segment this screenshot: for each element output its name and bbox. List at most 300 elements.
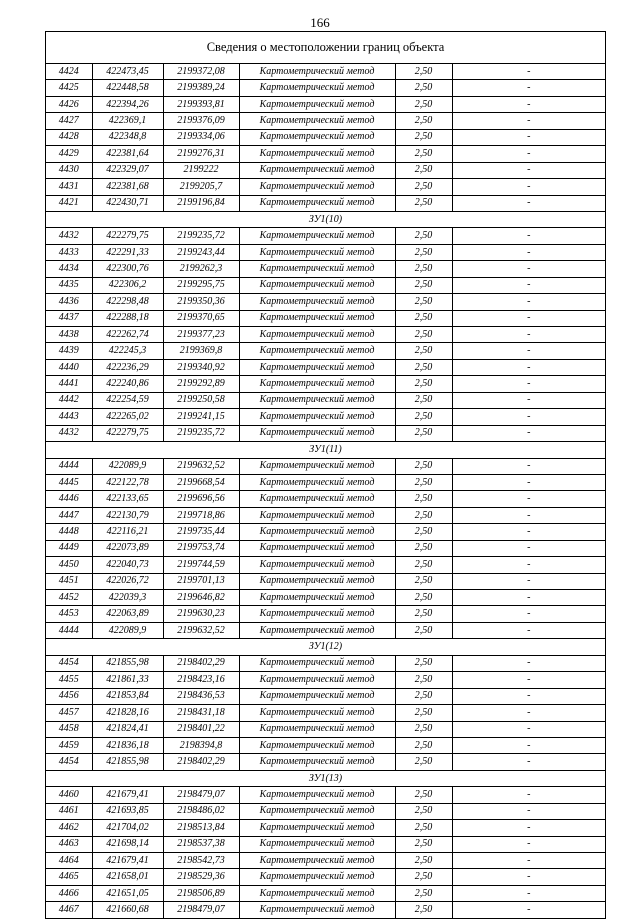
point-number-cell: 4453 [46,606,92,622]
description-cell: - [452,162,605,178]
description-cell: - [452,540,605,556]
y-coordinate-cell: 2199646,82 [163,590,239,606]
x-coordinate-cell: 421651,05 [92,885,163,901]
point-number-cell: 4435 [46,277,92,293]
y-coordinate-cell: 2199235,72 [163,228,239,244]
method-cell: Картометрический метод [239,622,395,638]
accuracy-cell: 2,50 [395,754,452,770]
accuracy-cell: 2,50 [395,294,452,310]
table-row [46,64,605,80]
table-row [46,507,605,523]
accuracy-cell: 2,50 [395,820,452,836]
method-cell: Картометрический метод [239,737,395,753]
table-row [46,96,605,112]
table-row [46,113,605,129]
parcel-group-row [46,639,605,655]
accuracy-cell: 2,50 [395,672,452,688]
table-row [46,754,605,770]
y-coordinate-cell: 2199632,52 [163,622,239,638]
accuracy-cell: 2,50 [395,261,452,277]
accuracy-cell: 2,50 [395,277,452,293]
x-coordinate-cell: 422073,89 [92,540,163,556]
table-row [46,869,605,885]
y-coordinate-cell: 2199235,72 [163,425,239,441]
accuracy-cell: 2,50 [395,310,452,326]
method-cell: Картометрический метод [239,409,395,425]
method-cell: Картометрический метод [239,244,395,260]
description-cell: - [452,376,605,392]
point-number-cell: 4444 [46,622,92,638]
x-coordinate-cell: 422245,3 [92,343,163,359]
table-row [46,261,605,277]
description-cell: - [452,787,605,803]
y-coordinate-cell: 2198479,07 [163,787,239,803]
y-coordinate-cell: 2199735,44 [163,524,239,540]
accuracy-cell: 2,50 [395,721,452,737]
accuracy-cell: 2,50 [395,146,452,162]
method-cell: Картометрический метод [239,359,395,375]
accuracy-cell: 2,50 [395,540,452,556]
method-cell: Картометрический метод [239,179,395,195]
method-cell: Картометрический метод [239,310,395,326]
accuracy-cell: 2,50 [395,474,452,490]
x-coordinate-cell: 422279,75 [92,228,163,244]
point-number-cell: 4426 [46,96,92,112]
description-cell: - [452,688,605,704]
point-number-cell: 4454 [46,655,92,671]
point-number-cell: 4434 [46,261,92,277]
y-coordinate-cell: 2198436,53 [163,688,239,704]
method-cell: Картометрический метод [239,474,395,490]
x-coordinate-cell: 421853,84 [92,688,163,704]
y-coordinate-cell: 2198542,73 [163,853,239,869]
point-number-cell: 4451 [46,573,92,589]
accuracy-cell: 2,50 [395,80,452,96]
table-row [46,540,605,556]
method-cell: Картометрический метод [239,80,395,96]
point-number-cell: 4454 [46,754,92,770]
description-cell: - [452,590,605,606]
parcel-group-row [46,770,605,786]
accuracy-cell: 2,50 [395,590,452,606]
x-coordinate-cell: 422089,9 [92,458,163,474]
table-row [46,721,605,737]
description-cell: - [452,507,605,523]
y-coordinate-cell: 2199372,08 [163,64,239,80]
point-number-cell: 4458 [46,721,92,737]
x-coordinate-cell: 421704,02 [92,820,163,836]
point-number-cell: 4444 [46,458,92,474]
method-cell: Картометрический метод [239,606,395,622]
x-coordinate-cell: 422133,65 [92,491,163,507]
point-number-cell: 4425 [46,80,92,96]
y-coordinate-cell: 2198479,07 [163,902,239,918]
x-coordinate-cell: 422394,26 [92,96,163,112]
description-cell: - [452,902,605,918]
parcel-group-row [46,442,605,458]
y-coordinate-cell: 2199630,23 [163,606,239,622]
table-row [46,228,605,244]
point-number-cell: 4437 [46,310,92,326]
y-coordinate-cell: 2198513,84 [163,820,239,836]
accuracy-cell: 2,50 [395,359,452,375]
x-coordinate-cell: 421836,18 [92,737,163,753]
x-coordinate-cell: 422262,74 [92,327,163,343]
method-cell: Картометрический метод [239,195,395,211]
x-coordinate-cell: 422448,58 [92,80,163,96]
table-row [46,622,605,638]
accuracy-cell: 2,50 [395,869,452,885]
point-number-cell: 4432 [46,228,92,244]
description-cell: - [452,606,605,622]
parcel-group-label: ЗУ1(10) [46,211,605,227]
y-coordinate-cell: 2199696,56 [163,491,239,507]
method-cell: Картометрический метод [239,343,395,359]
accuracy-cell: 2,50 [395,392,452,408]
accuracy-cell: 2,50 [395,507,452,523]
accuracy-cell: 2,50 [395,162,452,178]
point-number-cell: 4456 [46,688,92,704]
table-row [46,705,605,721]
x-coordinate-cell: 422306,2 [92,277,163,293]
description-cell: - [452,310,605,326]
x-coordinate-cell: 422381,64 [92,146,163,162]
y-coordinate-cell: 2199701,13 [163,573,239,589]
y-coordinate-cell: 2198423,16 [163,672,239,688]
table-row [46,359,605,375]
y-coordinate-cell: 2199370,65 [163,310,239,326]
accuracy-cell: 2,50 [395,343,452,359]
y-coordinate-cell: 2198401,22 [163,721,239,737]
y-coordinate-cell: 2199222 [163,162,239,178]
method-cell: Картометрический метод [239,524,395,540]
method-cell: Картометрический метод [239,146,395,162]
point-number-cell: 4450 [46,557,92,573]
point-number-cell: 4430 [46,162,92,178]
x-coordinate-cell: 422430,71 [92,195,163,211]
accuracy-cell: 2,50 [395,787,452,803]
table-row [46,162,605,178]
y-coordinate-cell: 2199376,09 [163,113,239,129]
table-row [46,655,605,671]
point-number-cell: 4436 [46,294,92,310]
y-coordinate-cell: 2198402,29 [163,655,239,671]
x-coordinate-cell: 422300,76 [92,261,163,277]
x-coordinate-cell: 422298,48 [92,294,163,310]
description-cell: - [452,573,605,589]
method-cell: Картометрический метод [239,113,395,129]
accuracy-cell: 2,50 [395,129,452,145]
x-coordinate-cell: 422089,9 [92,622,163,638]
y-coordinate-cell: 2199340,92 [163,359,239,375]
point-number-cell: 4449 [46,540,92,556]
x-coordinate-cell: 422279,75 [92,425,163,441]
method-cell: Картометрический метод [239,869,395,885]
table-row [46,803,605,819]
accuracy-cell: 2,50 [395,64,452,80]
point-number-cell: 4433 [46,244,92,260]
table-row [46,853,605,869]
accuracy-cell: 2,50 [395,524,452,540]
description-cell: - [452,820,605,836]
description-cell: - [452,836,605,852]
y-coordinate-cell: 2199389,24 [163,80,239,96]
x-coordinate-cell: 422026,72 [92,573,163,589]
accuracy-cell: 2,50 [395,655,452,671]
method-cell: Картометрический метод [239,655,395,671]
point-number-cell: 4431 [46,179,92,195]
y-coordinate-cell: 2199250,58 [163,392,239,408]
accuracy-cell: 2,50 [395,737,452,753]
description-cell: - [452,146,605,162]
boundary-table-sheet [45,31,606,919]
table-row [46,557,605,573]
point-number-cell: 4457 [46,705,92,721]
y-coordinate-cell: 2199744,59 [163,557,239,573]
table-row [46,672,605,688]
method-cell: Картометрический метод [239,425,395,441]
point-number-cell: 4432 [46,425,92,441]
x-coordinate-cell: 422122,78 [92,474,163,490]
method-cell: Картометрический метод [239,392,395,408]
accuracy-cell: 2,50 [395,902,452,918]
table-row [46,820,605,836]
x-coordinate-cell: 421828,16 [92,705,163,721]
accuracy-cell: 2,50 [395,885,452,901]
table-row [46,688,605,704]
description-cell: - [452,474,605,490]
point-number-cell: 4464 [46,853,92,869]
accuracy-cell: 2,50 [395,557,452,573]
table-row [46,737,605,753]
table-row [46,409,605,425]
x-coordinate-cell: 422291,33 [92,244,163,260]
accuracy-cell: 2,50 [395,573,452,589]
table-row [46,425,605,441]
method-cell: Картометрический метод [239,672,395,688]
x-coordinate-cell: 422288,18 [92,310,163,326]
y-coordinate-cell: 2199243,44 [163,244,239,260]
accuracy-cell: 2,50 [395,705,452,721]
parcel-group-row [46,211,605,227]
description-cell: - [452,244,605,260]
x-coordinate-cell: 422236,29 [92,359,163,375]
accuracy-cell: 2,50 [395,195,452,211]
table-row [46,524,605,540]
page-number: 166 [310,15,330,30]
accuracy-cell: 2,50 [395,376,452,392]
x-coordinate-cell: 422130,79 [92,507,163,523]
y-coordinate-cell: 2199205,7 [163,179,239,195]
table-title: Сведения о местоположении границ объекта [46,32,605,64]
point-number-cell: 4455 [46,672,92,688]
description-cell: - [452,277,605,293]
point-number-cell: 4441 [46,376,92,392]
method-cell: Картометрический метод [239,376,395,392]
coordinates-table [46,64,605,919]
point-number-cell: 4466 [46,885,92,901]
description-cell: - [452,524,605,540]
description-cell: - [452,179,605,195]
description-cell: - [452,96,605,112]
accuracy-cell: 2,50 [395,425,452,441]
accuracy-cell: 2,50 [395,458,452,474]
table-row [46,294,605,310]
method-cell: Картометрический метод [239,721,395,737]
y-coordinate-cell: 2198537,38 [163,836,239,852]
x-coordinate-cell: 422039,3 [92,590,163,606]
table-row [46,179,605,195]
table-row [46,573,605,589]
y-coordinate-cell: 2198486,02 [163,803,239,819]
point-number-cell: 4421 [46,195,92,211]
x-coordinate-cell: 421693,85 [92,803,163,819]
description-cell: - [452,672,605,688]
table-row [46,80,605,96]
point-number-cell: 4448 [46,524,92,540]
point-number-cell: 4439 [46,343,92,359]
y-coordinate-cell: 2199295,75 [163,277,239,293]
description-cell: - [452,425,605,441]
table-row [46,787,605,803]
method-cell: Картометрический метод [239,688,395,704]
method-cell: Картометрический метод [239,129,395,145]
coordinates-table-body [46,64,605,918]
point-number-cell: 4438 [46,327,92,343]
point-number-cell: 4445 [46,474,92,490]
y-coordinate-cell: 2199377,23 [163,327,239,343]
table-row [46,244,605,260]
x-coordinate-cell: 421658,01 [92,869,163,885]
description-cell: - [452,705,605,721]
y-coordinate-cell: 2199393,81 [163,96,239,112]
method-cell: Картометрический метод [239,294,395,310]
table-row [46,310,605,326]
table-row [46,146,605,162]
x-coordinate-cell: 421855,98 [92,655,163,671]
y-coordinate-cell: 2199632,52 [163,458,239,474]
point-number-cell: 4452 [46,590,92,606]
y-coordinate-cell: 2199753,74 [163,540,239,556]
description-cell: - [452,869,605,885]
table-row [46,836,605,852]
table-row [46,195,605,211]
x-coordinate-cell: 422473,45 [92,64,163,80]
method-cell: Картометрический метод [239,836,395,852]
description-cell: - [452,327,605,343]
y-coordinate-cell: 2199196,84 [163,195,239,211]
point-number-cell: 4467 [46,902,92,918]
x-coordinate-cell: 422329,07 [92,162,163,178]
point-number-cell: 4465 [46,869,92,885]
table-row [46,491,605,507]
method-cell: Картометрический метод [239,507,395,523]
y-coordinate-cell: 2199262,3 [163,261,239,277]
description-cell: - [452,195,605,211]
accuracy-cell: 2,50 [395,409,452,425]
x-coordinate-cell: 421861,33 [92,672,163,688]
x-coordinate-cell: 422040,73 [92,557,163,573]
y-coordinate-cell: 2198402,29 [163,754,239,770]
table-row [46,327,605,343]
accuracy-cell: 2,50 [395,803,452,819]
description-cell: - [452,409,605,425]
method-cell: Картометрический метод [239,902,395,918]
accuracy-cell: 2,50 [395,853,452,869]
y-coordinate-cell: 2199292,89 [163,376,239,392]
point-number-cell: 4428 [46,129,92,145]
method-cell: Картометрический метод [239,705,395,721]
point-number-cell: 4462 [46,820,92,836]
method-cell: Картометрический метод [239,590,395,606]
method-cell: Картометрический метод [239,64,395,80]
x-coordinate-cell: 421679,41 [92,787,163,803]
table-row [46,474,605,490]
description-cell: - [452,261,605,277]
table-row [46,343,605,359]
description-cell: - [452,113,605,129]
y-coordinate-cell: 2199241,15 [163,409,239,425]
point-number-cell: 4446 [46,491,92,507]
table-row [46,277,605,293]
point-number-cell: 4459 [46,737,92,753]
x-coordinate-cell: 422254,59 [92,392,163,408]
accuracy-cell: 2,50 [395,113,452,129]
accuracy-cell: 2,50 [395,244,452,260]
y-coordinate-cell: 2199334,06 [163,129,239,145]
description-cell: - [452,622,605,638]
y-coordinate-cell: 2198506,89 [163,885,239,901]
method-cell: Картометрический метод [239,491,395,507]
method-cell: Картометрический метод [239,277,395,293]
method-cell: Картометрический метод [239,803,395,819]
point-number-cell: 4461 [46,803,92,819]
method-cell: Картометрический метод [239,573,395,589]
x-coordinate-cell: 422381,68 [92,179,163,195]
point-number-cell: 4440 [46,359,92,375]
parcel-group-label: ЗУ1(13) [46,770,605,786]
x-coordinate-cell: 422265,02 [92,409,163,425]
x-coordinate-cell: 422116,21 [92,524,163,540]
y-coordinate-cell: 2199350,36 [163,294,239,310]
accuracy-cell: 2,50 [395,688,452,704]
method-cell: Картометрический метод [239,96,395,112]
table-row [46,606,605,622]
x-coordinate-cell: 421698,14 [92,836,163,852]
table-row [46,376,605,392]
parcel-group-label: ЗУ1(12) [46,639,605,655]
method-cell: Картометрический метод [239,327,395,343]
point-number-cell: 4443 [46,409,92,425]
table-row [46,392,605,408]
accuracy-cell: 2,50 [395,179,452,195]
accuracy-cell: 2,50 [395,96,452,112]
point-number-cell: 4429 [46,146,92,162]
description-cell: - [452,343,605,359]
accuracy-cell: 2,50 [395,606,452,622]
table-row [46,885,605,901]
accuracy-cell: 2,50 [395,491,452,507]
y-coordinate-cell: 2198529,36 [163,869,239,885]
description-cell: - [452,803,605,819]
description-cell: - [452,721,605,737]
method-cell: Картометрический метод [239,853,395,869]
description-cell: - [452,754,605,770]
y-coordinate-cell: 2199668,54 [163,474,239,490]
description-cell: - [452,392,605,408]
x-coordinate-cell: 421855,98 [92,754,163,770]
description-cell: - [452,294,605,310]
